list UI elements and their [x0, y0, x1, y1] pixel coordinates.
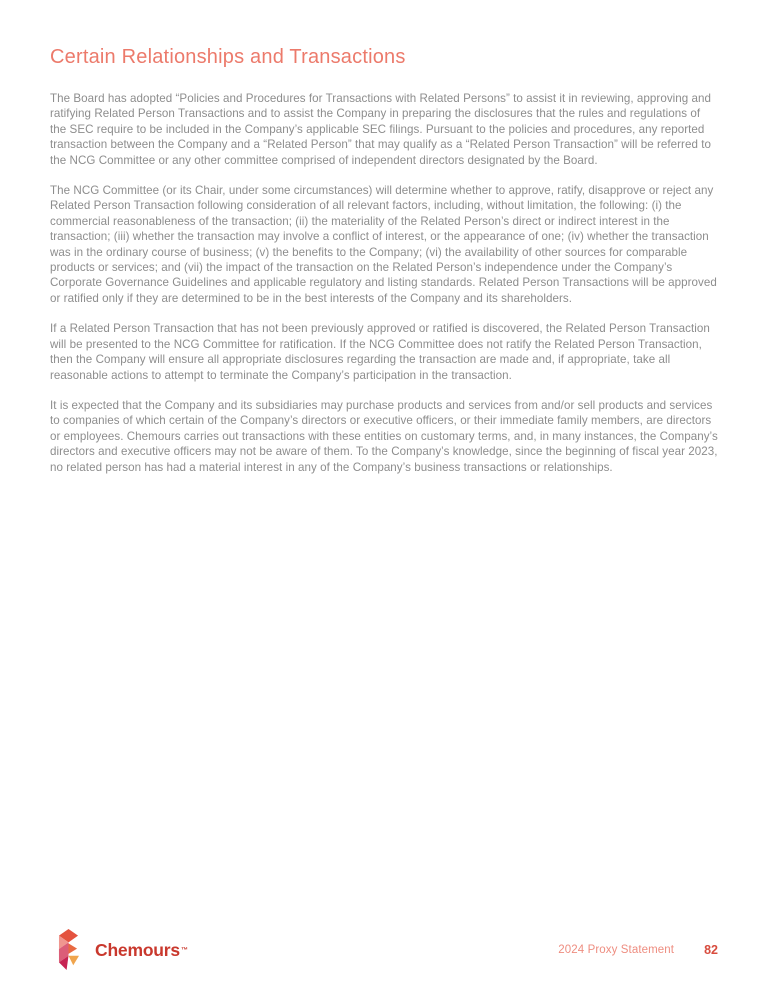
footer-doc-label: 2024 Proxy Statement — [558, 944, 675, 956]
page-footer — [50, 927, 718, 973]
footer-right — [558, 943, 718, 957]
main-content — [50, 46, 718, 490]
chemours-brand — [50, 929, 188, 971]
paragraph-related-persons-policy: The Board has adopted “Policies and Procedures for Transactions with Related Persons” to assist it in reviewing, approving and ratifying Related Person Transactions and to assist the Company in preparing the disclosures that the rules and regulations of the SEC require to be included in the Company’s applicable SEC filings. Pursuant to the policies and procedures, any reported transaction between the Company and a “Related Person” that may qualify as a “Related Person Transaction” will be referred to the NCG Committee or any other committee comprised of independent directors designated by the Board. — [50, 92, 712, 167]
paragraph-expected-transactions: It is expected that the Company and its subsidiaries may purchase products and services from and/or sell products and services to companies of which certain of the Company’s directors or executive officers, or their immediate family members, are directors or employees. Chemours carries out transactions with these entities on customary terms, and, in many instances, the Company’s directors and executive officers may not be aware of them. To the Company’s knowledge, since the beginning of fiscal year 2023, no related person has had a material interest in any of the Company’s business transactions or relationships. — [50, 398, 718, 474]
paragraph-ratification-process: If a Related Person Transaction that has not been previously approved or ratified is discovered, the Related Person Transaction will be presented to the NCG Committee for ratification. If the NCG Committee does not ratify the Related Person Transaction, then the Company will ensure all appropriate disclosures regarding the transaction are made and, if appropriate, take all reasonable actions to attempt to terminate the Company’s participation in the transaction. — [50, 322, 710, 382]
page-title: Certain Relationships and Transactions — [50, 46, 406, 68]
trademark-symbol: ™ — [180, 946, 188, 954]
footer-page-number: 82 — [704, 943, 718, 957]
paragraph-ncg-committee-factors: The NCG Committee (or its Chair, under some circumstances) will determine whether to approve, ratify, disapprove or reject any Related Person Transaction following consideration of all relevant factors, including, without limitation, the following: (i) the commercial reasonableness of the transaction; (ii) the materiality of the Related Person’s direct or indirect interest in the transaction; (iii) whether the transaction may involve a conflict of interest, or the appearance of one; (iv) whether the transaction was in the ordinary course of business; (v) the benefits to the Company; (vi) the availability of other sources for comparable products or services; and (vii) the impact of the transaction on the Related Person’s independence under the Company’s Corporate Governance Guidelines and applicable regulatory and listing standards. Related Person Transactions will be approved or ratified only if they are determined to be in the best interests of the Company and its shareholders. — [50, 184, 717, 305]
brand-wordmark: Chemours — [95, 939, 180, 960]
body-copy — [50, 91, 718, 475]
chemours-logo-icon — [50, 929, 87, 971]
